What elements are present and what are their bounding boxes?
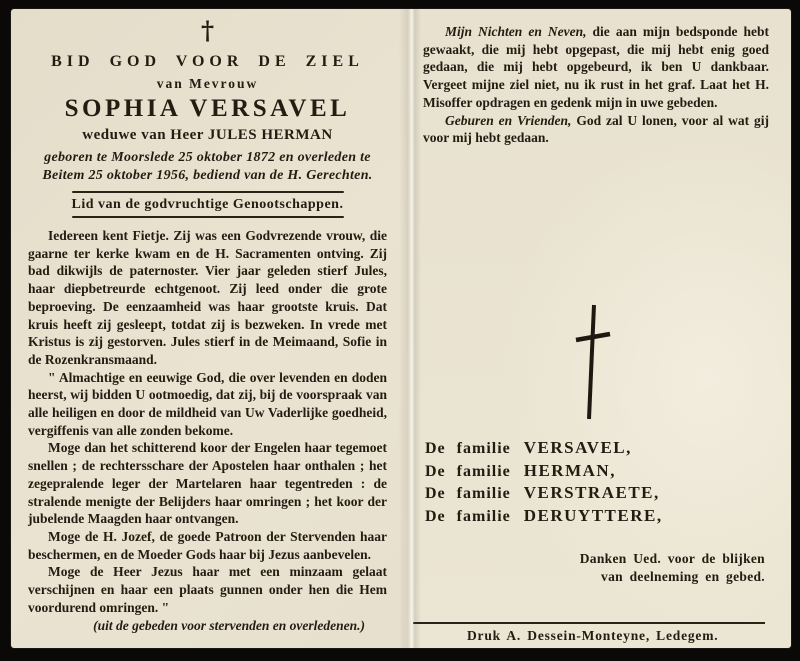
family-prefix: De familie	[425, 485, 511, 502]
family-prefix: De familie	[425, 440, 511, 457]
family-name: VERSAVEL,	[523, 438, 632, 457]
paragraph: " Almachtige en eeuwige God, die over levenden en doden heerst, wij bidden U ootmoedig, dat zij, bij de voorspraak van alle heiligen en door de mildheid van Uw Vaderlijke goedheid, vergiffenis van alle zonden bekome.	[28, 369, 387, 438]
printer-credit: Druk A. Dessein-Monteyne, Ledegem.	[467, 628, 719, 643]
printer-divider-rule	[413, 622, 765, 624]
subtitle-van-mevrouw: van Mevrouw	[156, 76, 259, 91]
family-row	[425, 437, 663, 460]
paragraph	[423, 23, 769, 112]
gratitude-text	[423, 23, 769, 147]
paragraph-lead: Geburen en Vrienden,	[445, 112, 572, 128]
cross-icon: †	[200, 16, 215, 45]
membership-block	[72, 191, 344, 218]
thanks-line-1: Danken Ued. voor de blijken	[579, 551, 765, 566]
family-row	[425, 460, 663, 483]
paragraph-lead: Mijn Nichten en Neven,	[445, 24, 587, 39]
paragraph-rest: God zal U lonen, voor al wat gij voor mij hebt gedaan.	[423, 112, 769, 146]
family-name: VERSTRAETE,	[523, 483, 660, 502]
paragraph-rest: die aan mijn bedsponde hebt gewaakt, die mij hebt opgepast, die mij hebt enig goed gedaan, die mij hebt opgebeurd, ik ben U dankbaar. Vergeet mijne ziel niet, nu ik rust in het graf. Laat het H. Misoffer opdragen en gedenk mijn in uwe gebeden.	[423, 24, 769, 110]
family-prefix: De familie	[425, 462, 511, 480]
divider-rule-bottom	[72, 216, 344, 218]
membership-line: Lid van de godvruchtige Genootschappen.	[71, 197, 344, 212]
memorial-card	[11, 9, 791, 648]
right-page	[405, 9, 791, 648]
birth-death-lines	[28, 149, 387, 184]
widow-line: weduwe van Heer JULES HERMAN	[82, 127, 333, 143]
family-name: DERUYTTERE,	[523, 505, 663, 525]
family-list	[425, 437, 663, 527]
family-row	[425, 482, 663, 505]
paragraph: Moge de H. Jozef, de goede Patroon der Stervenden haar beschermen, en de Moeder Gods haar bij Jezus aanbevelen.	[28, 528, 387, 562]
left-page	[11, 9, 405, 648]
family-name: HERMAN,	[523, 460, 616, 480]
paragraph: Iedereen kent Fietje. Zij was een Godvrezende vrouw, die gaarne ter kerke kwam en de H. Sacramenten ontving. Zij bad dikwijls de paternoster. Vier jaar geleden stierf Jules, haar diepbetreurde echtgenoot. Zij leed onder die grote beproeving. De eenzaamheid was haar grootste kruis. Dat kruis heeft zij gesleept, totdat zij is bezweken. In vrede met Kristus is zij gestorven. Jules stierf in de Meimaand, Sofie in de Rozenkransmaand.	[28, 228, 387, 367]
pray-title: BID GOD VOOR DE ZIEL	[51, 53, 364, 70]
divider-rule-top	[72, 191, 344, 193]
memorial-cross-icon	[573, 303, 613, 421]
birth-line: geboren te Moorslede 25 oktober 1872 en overleden te	[44, 150, 371, 165]
paragraph	[423, 112, 769, 147]
prayer-attribution: (uit de gebeden voor stervenden en overledenen.)	[93, 618, 365, 634]
thanks-line-2: van deelneming en gebed.	[601, 568, 765, 584]
paragraph: Moge dan het schitterend koor der Engelen haar tegemoet snellen ; de rechtersschare der Apostelen haar onthalen ; het zegepralende leger der Martelaren haar tegentreden : de stralende menigte der Belijders haar omringen ; het koor der jubelende Maagden haar ontvangen.	[28, 440, 387, 527]
death-line: Beitem 25 oktober 1956, bediend van de H. Gerechten.	[42, 167, 373, 183]
paragraph: Moge de Heer Jezus haar met een minzaam gelaat verschijnen en haar een plaats gunnen onder hen die Hem voordurend omringen. "	[28, 564, 387, 615]
family-row	[425, 505, 663, 528]
deceased-name: SOPHIA VERSAVEL	[64, 95, 351, 122]
eulogy-text	[28, 227, 387, 616]
family-prefix: De familie	[425, 507, 511, 525]
thanks-note	[580, 550, 765, 585]
